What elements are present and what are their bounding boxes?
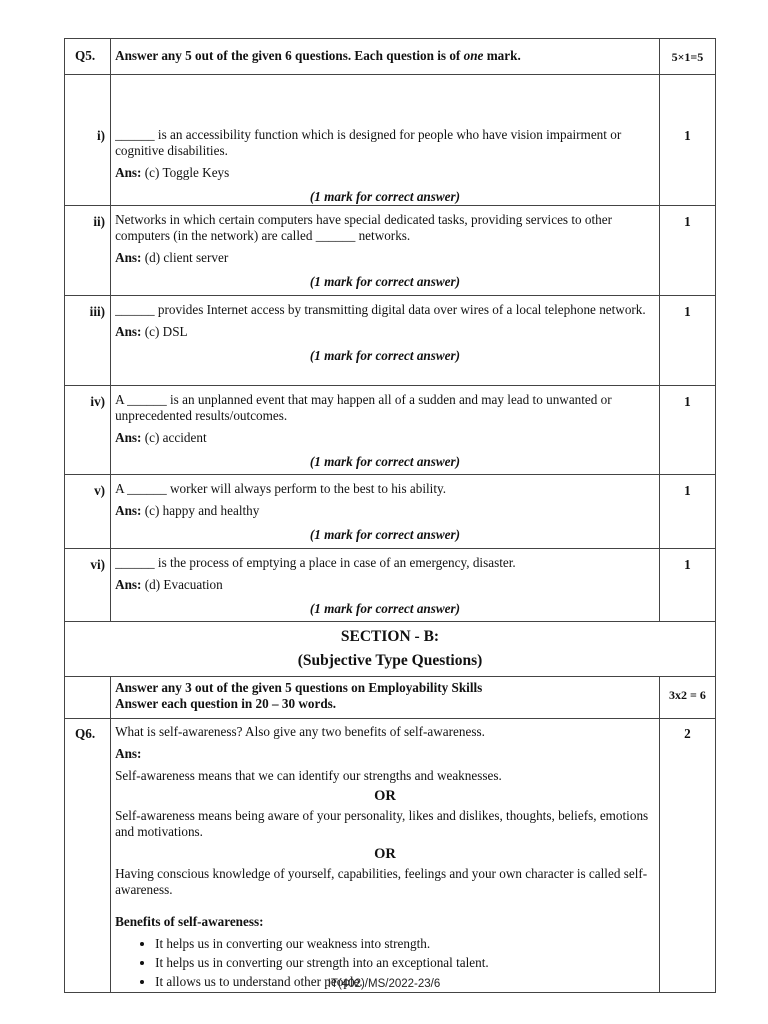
item-marks: 1 bbox=[659, 75, 715, 206]
answer-option: Having conscious knowledge of yourself, capabilities, feelings and your own character is called self-awareness. bbox=[115, 866, 648, 897]
marking-criteria: (1 mark for correct answer) bbox=[309, 189, 461, 204]
item-marks: 1 bbox=[659, 549, 715, 622]
answer-key-sheet bbox=[64, 38, 716, 993]
answer-text: (c) accident bbox=[144, 430, 207, 445]
answer-text: (c) Toggle Keys bbox=[144, 165, 230, 180]
or-separator: OR bbox=[374, 788, 396, 804]
item-body bbox=[111, 75, 660, 206]
question-marks: 2 bbox=[659, 719, 715, 993]
empty-cell bbox=[65, 677, 111, 719]
answer-text: (d) Evacuation bbox=[144, 577, 223, 592]
q6-row bbox=[65, 719, 716, 993]
instruction-emphasis: one bbox=[463, 48, 484, 63]
item-answer bbox=[115, 577, 655, 593]
answer-text: (c) happy and healthy bbox=[144, 503, 260, 518]
table-row bbox=[65, 475, 716, 549]
marking-criteria: (1 mark for correct answer) bbox=[309, 601, 461, 616]
item-question: ______ is the process of emptying a place in case of an emergency, disaster. bbox=[115, 555, 516, 570]
q6-question: What is self-awareness? Also give any two benefits of self-awareness. bbox=[115, 724, 485, 739]
item-number: vi) bbox=[65, 549, 111, 622]
or-separator: OR bbox=[374, 846, 396, 862]
item-body bbox=[111, 206, 660, 296]
section-heading bbox=[65, 622, 716, 677]
item-answer bbox=[115, 430, 655, 446]
item-question: A ______ is an unplanned event that may happen all of a sudden and may lead to unwanted or unprecedented results/outcomes. bbox=[115, 392, 612, 423]
item-question: ______ provides Internet access by transmitting digital data over wires of a local telephone network. bbox=[115, 302, 646, 317]
benefits-heading: Benefits of self-awareness: bbox=[115, 914, 264, 929]
q6-body bbox=[111, 719, 660, 993]
item-marks: 1 bbox=[659, 296, 715, 386]
section-heading-row bbox=[65, 622, 716, 677]
table-row bbox=[65, 296, 716, 386]
marking-criteria: (1 mark for correct answer) bbox=[309, 454, 461, 469]
table-row bbox=[65, 549, 716, 622]
item-answer bbox=[115, 165, 655, 181]
marking-scheme-table bbox=[64, 38, 716, 993]
item-marks: 1 bbox=[659, 206, 715, 296]
table-row bbox=[65, 386, 716, 475]
ans-label: Ans: bbox=[115, 165, 142, 180]
table-row bbox=[65, 206, 716, 296]
instruction-line: Answer each question in 20 – 30 words. bbox=[115, 696, 337, 711]
item-number: ii) bbox=[65, 206, 111, 296]
item-body bbox=[111, 296, 660, 386]
marking-criteria: (1 mark for correct answer) bbox=[309, 274, 461, 289]
item-body bbox=[111, 386, 660, 475]
section-instructions bbox=[111, 677, 660, 719]
list-item: • It helps us in converting our strength into an exceptional talent. bbox=[155, 953, 655, 972]
ans-label: Ans: bbox=[115, 746, 142, 761]
ans-label: Ans: bbox=[115, 503, 142, 518]
item-question: ______ is an accessibility function which is designed for people who have vision impairment or cognitive disabilities. bbox=[115, 127, 622, 158]
answer-text: (c) DSL bbox=[144, 324, 188, 339]
item-body bbox=[111, 549, 660, 622]
item-marks: 1 bbox=[659, 475, 715, 549]
answer-option: Self-awareness means that we can identify our strengths and weaknesses. bbox=[115, 768, 502, 783]
answer-option: Self-awareness means being aware of your personality, likes and dislikes, thoughts, beliefs, emotions and motivations. bbox=[115, 808, 649, 839]
item-number: iii) bbox=[65, 296, 111, 386]
marking-criteria: (1 mark for correct answer) bbox=[309, 527, 461, 542]
marking-criteria: (1 mark for correct answer) bbox=[309, 348, 461, 363]
instruction-line: Answer any 3 out of the given 5 questions on Employability Skills bbox=[115, 680, 483, 695]
item-number: iv) bbox=[65, 386, 111, 475]
section-title: SECTION - B: bbox=[340, 628, 440, 645]
page-footer: IT(402)/MS/2022-23/6 bbox=[327, 978, 441, 990]
question-marks: 5×1=5 bbox=[659, 39, 715, 75]
question-number: Q5. bbox=[65, 39, 111, 75]
list-item: • It allows us to understand other people. bbox=[155, 972, 655, 991]
item-body bbox=[111, 475, 660, 549]
item-number: i) bbox=[65, 75, 111, 206]
instruction-text: Answer any 5 out of the given 6 questions. Each question is of bbox=[115, 48, 464, 63]
section-instruction-row bbox=[65, 677, 716, 719]
item-answer bbox=[115, 324, 655, 340]
ans-label: Ans: bbox=[115, 324, 142, 339]
ans-label: Ans: bbox=[115, 250, 142, 265]
item-answer bbox=[115, 250, 655, 266]
item-question: A ______ worker will always perform to the best to his ability. bbox=[115, 481, 447, 496]
question-instruction bbox=[111, 39, 660, 75]
question-number: Q6. bbox=[65, 719, 111, 993]
section-subtitle: (Subjective Type Questions) bbox=[297, 652, 483, 669]
list-item: • It helps us in converting our weakness into strength. bbox=[155, 934, 655, 953]
item-number: v) bbox=[65, 475, 111, 549]
item-question: Networks in which certain computers have special dedicated tasks, providing services to other computers (in the network) are called ______ networks. bbox=[115, 212, 613, 243]
q5-header-row bbox=[65, 39, 716, 75]
ans-label: Ans: bbox=[115, 430, 142, 445]
section-marks: 3x2 = 6 bbox=[659, 677, 715, 719]
ans-label: Ans: bbox=[115, 577, 142, 592]
item-marks: 1 bbox=[659, 386, 715, 475]
item-answer bbox=[115, 503, 655, 519]
table-row bbox=[65, 75, 716, 206]
answer-text: (d) client server bbox=[144, 250, 229, 265]
instruction-text-end: mark. bbox=[483, 48, 521, 63]
